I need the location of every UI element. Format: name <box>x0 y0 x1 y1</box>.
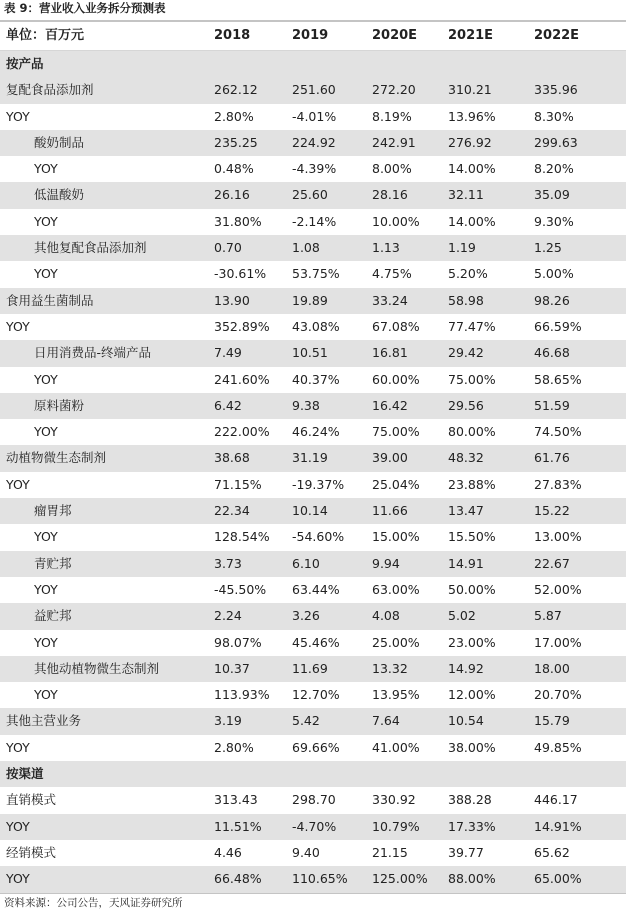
table-row <box>0 787 626 813</box>
table-row <box>0 209 626 235</box>
table-cell: 41.00% <box>372 739 420 755</box>
table-row <box>0 577 626 603</box>
source-note: 资料来源：公司公告，天风证券研究所 <box>4 897 183 909</box>
table-cell: 14.91% <box>534 818 582 834</box>
table-cell: 15.79 <box>534 713 570 729</box>
year-header: 2021E <box>448 28 494 43</box>
year-header: 2018 <box>214 28 251 43</box>
table-row <box>0 735 626 761</box>
table-row <box>0 445 626 471</box>
section-header-row <box>0 51 626 77</box>
year-header: 2022E <box>534 28 580 43</box>
table-cell: 2.80% <box>214 739 254 755</box>
table-cell: 66.48% <box>214 871 262 887</box>
row-label: 直销模式 <box>6 792 57 808</box>
row-label: 低温酸奶 <box>34 187 85 203</box>
row-label: YOY <box>34 161 58 177</box>
table-cell: 272.20 <box>372 82 416 98</box>
table-cell: 298.70 <box>292 792 336 808</box>
table-cell: 17.33% <box>448 818 496 834</box>
table-cell: 10.79% <box>372 818 420 834</box>
table-cell: -2.14% <box>292 213 337 229</box>
row-label: YOY <box>6 318 30 334</box>
table-row <box>0 393 626 419</box>
table-cell: 38.68 <box>214 450 250 466</box>
table-cell: 60.00% <box>372 371 420 387</box>
row-label: YOY <box>34 266 58 282</box>
table-cell: 10.54 <box>448 713 484 729</box>
section-header-row <box>0 761 626 787</box>
table-cell: 46.24% <box>292 424 340 440</box>
table-cell: 313.43 <box>214 792 258 808</box>
table-cell: 53.75% <box>292 266 340 282</box>
table-cell: 7.64 <box>372 713 400 729</box>
row-label: YOY <box>6 818 30 834</box>
table-row <box>0 708 626 734</box>
row-label: 青贮邦 <box>34 555 72 571</box>
table-cell: 13.32 <box>372 660 408 676</box>
table-cell: 4.75% <box>372 266 412 282</box>
row-label: YOY <box>6 871 30 887</box>
table-row <box>0 104 626 130</box>
table-cell: 33.24 <box>372 292 408 308</box>
table-row <box>0 682 626 708</box>
table-cell: 35.09 <box>534 187 570 203</box>
table-cell: 28.16 <box>372 187 408 203</box>
row-label: 复配食品添加剂 <box>6 82 94 98</box>
table-cell: 251.60 <box>292 82 336 98</box>
table-cell: 80.00% <box>448 424 496 440</box>
table-cell: 66.59% <box>534 318 582 334</box>
table-cell: 61.76 <box>534 450 570 466</box>
table-cell: 29.42 <box>448 345 484 361</box>
table-cell: 71.15% <box>214 476 262 492</box>
row-label: 其他动植物微生态制剂 <box>34 660 160 676</box>
table-title: 表 9：营业收入业务拆分预测表 <box>4 1 166 15</box>
table-cell: 10.37 <box>214 660 250 676</box>
table-cell: 5.42 <box>292 713 320 729</box>
table-cell: 330.92 <box>372 792 416 808</box>
table-cell: 276.92 <box>448 134 492 150</box>
table-cell: 23.00% <box>448 634 496 650</box>
table-cell: 3.26 <box>292 608 320 624</box>
table-cell: 27.83% <box>534 476 582 492</box>
table-cell: 69.66% <box>292 739 340 755</box>
table-cell: 22.34 <box>214 503 250 519</box>
table-cell: 13.96% <box>448 108 496 124</box>
table-cell: 110.65% <box>292 871 348 887</box>
row-label: 酸奶制品 <box>34 134 85 150</box>
table-cell: 13.95% <box>372 687 420 703</box>
table-cell: 58.98 <box>448 292 484 308</box>
table-cell: 3.73 <box>214 555 242 571</box>
table-cell: 22.67 <box>534 555 570 571</box>
table-cell: 235.25 <box>214 134 258 150</box>
table-cell: 31.80% <box>214 213 262 229</box>
table-cell: 12.00% <box>448 687 496 703</box>
table-cell: 310.21 <box>448 82 492 98</box>
table-cell: 98.26 <box>534 292 570 308</box>
forecast-table <box>0 20 626 894</box>
table-cell: 15.00% <box>372 529 420 545</box>
table-cell: 32.11 <box>448 187 484 203</box>
table-cell: 17.00% <box>534 634 582 650</box>
table-cell: 77.47% <box>448 318 496 334</box>
table-cell: 51.59 <box>534 397 570 413</box>
table-cell: 14.92 <box>448 660 484 676</box>
table-row <box>0 182 626 208</box>
table-cell: 39.77 <box>448 844 484 860</box>
table-cell: 15.22 <box>534 503 570 519</box>
table-cell: 13.90 <box>214 292 250 308</box>
table-cell: 75.00% <box>448 371 496 387</box>
table-cell: 352.89% <box>214 318 270 334</box>
table-cell: -45.50% <box>214 581 267 597</box>
table-cell: 6.42 <box>214 397 242 413</box>
table-cell: 113.93% <box>214 687 270 703</box>
table-row <box>0 866 626 893</box>
table-cell: 20.70% <box>534 687 582 703</box>
row-label: YOY <box>34 687 58 703</box>
table-cell: 65.62 <box>534 844 570 860</box>
table-row <box>0 156 626 182</box>
table-cell: 8.00% <box>372 161 412 177</box>
table-cell: 1.19 <box>448 240 476 256</box>
table-cell: 5.02 <box>448 608 476 624</box>
table-cell: -54.60% <box>292 529 345 545</box>
table-cell: 6.10 <box>292 555 320 571</box>
table-cell: 52.00% <box>534 581 582 597</box>
table-cell: -30.61% <box>214 266 267 282</box>
table-cell: 16.42 <box>372 397 408 413</box>
row-label: 其他主营业务 <box>6 713 82 729</box>
table-cell: 2.80% <box>214 108 254 124</box>
table-cell: 10.51 <box>292 345 328 361</box>
table-row <box>0 840 626 866</box>
table-cell: 38.00% <box>448 739 496 755</box>
row-label: 经销模式 <box>6 844 57 860</box>
table-cell: 128.54% <box>214 529 270 545</box>
table-cell: 1.25 <box>534 240 562 256</box>
row-label: 日用消费品-终端产品 <box>34 345 152 361</box>
table-row <box>0 814 626 840</box>
row-label: YOY <box>6 739 30 755</box>
table-cell: 29.56 <box>448 397 484 413</box>
table-cell: 16.81 <box>372 345 408 361</box>
table-cell: 48.32 <box>448 450 484 466</box>
table-cell: 5.87 <box>534 608 562 624</box>
table-cell: 5.00% <box>534 266 574 282</box>
table-cell: 1.13 <box>372 240 400 256</box>
table-cell: 11.51% <box>214 818 262 834</box>
table-row <box>0 603 626 629</box>
table-cell: 74.50% <box>534 424 582 440</box>
table-cell: 8.20% <box>534 161 574 177</box>
table-cell: 65.00% <box>534 871 582 887</box>
table-cell: 58.65% <box>534 371 582 387</box>
row-label: 原料菌粉 <box>34 397 85 413</box>
table-header-row <box>0 20 626 51</box>
table-cell: 1.08 <box>292 240 320 256</box>
table-cell: 2.24 <box>214 608 242 624</box>
table-cell: 10.14 <box>292 503 328 519</box>
table-cell: 0.48% <box>214 161 254 177</box>
table-cell: 15.50% <box>448 529 496 545</box>
table-row <box>0 419 626 445</box>
table-row <box>0 472 626 498</box>
table-cell: 5.20% <box>448 266 488 282</box>
table-cell: 8.19% <box>372 108 412 124</box>
table-row <box>0 551 626 577</box>
table-cell: -4.39% <box>292 161 337 177</box>
table-cell: 88.00% <box>448 871 496 887</box>
table-cell: 26.16 <box>214 187 250 203</box>
table-cell: 43.08% <box>292 318 340 334</box>
row-label: 益贮邦 <box>34 608 72 624</box>
table-body <box>0 51 626 894</box>
row-label: YOY <box>6 476 30 492</box>
table-cell: 241.60% <box>214 371 270 387</box>
table-cell: 98.07% <box>214 634 262 650</box>
table-cell: 3.19 <box>214 713 242 729</box>
table-cell: 23.88% <box>448 476 496 492</box>
table-cell: 388.28 <box>448 792 492 808</box>
table-cell: 50.00% <box>448 581 496 597</box>
table-cell: 12.70% <box>292 687 340 703</box>
row-label: YOY <box>34 213 58 229</box>
table-row <box>0 261 626 287</box>
row-label: YOY <box>34 634 58 650</box>
table-cell: 4.46 <box>214 844 242 860</box>
table-row <box>0 630 626 656</box>
table-cell: 18.00 <box>534 660 570 676</box>
table-cell: 19.89 <box>292 292 328 308</box>
table-row <box>0 656 626 682</box>
table-cell: 63.00% <box>372 581 420 597</box>
table-cell: 49.85% <box>534 739 582 755</box>
table-cell: 8.30% <box>534 108 574 124</box>
year-header: 2020E <box>372 28 418 43</box>
table-row <box>0 130 626 156</box>
table-cell: 446.17 <box>534 792 578 808</box>
table-cell: 25.04% <box>372 476 420 492</box>
table-cell: 45.46% <box>292 634 340 650</box>
row-label: YOY <box>34 529 58 545</box>
table-cell: 13.47 <box>448 503 484 519</box>
row-label: YOY <box>6 108 30 124</box>
table-cell: 14.91 <box>448 555 484 571</box>
row-label: 瘤胃邦 <box>34 503 72 519</box>
table-row <box>0 288 626 314</box>
table-row <box>0 498 626 524</box>
table-cell: -4.70% <box>292 818 337 834</box>
table-cell: 63.44% <box>292 581 340 597</box>
row-label: YOY <box>34 581 58 597</box>
table-cell: 11.66 <box>372 503 408 519</box>
table-cell: 14.00% <box>448 161 496 177</box>
table-row <box>0 77 626 103</box>
table-cell: 0.70 <box>214 240 242 256</box>
table-cell: -19.37% <box>292 476 345 492</box>
row-label: 动植物微生态制剂 <box>6 450 107 466</box>
year-header: 2019 <box>292 28 329 43</box>
table-row <box>0 367 626 393</box>
table-cell: 299.63 <box>534 134 578 150</box>
table-cell: 14.00% <box>448 213 496 229</box>
section-label: 按产品 <box>6 56 44 71</box>
table-row <box>0 524 626 550</box>
table-cell: 7.49 <box>214 345 242 361</box>
table-cell: 10.00% <box>372 213 420 229</box>
table-cell: 242.91 <box>372 134 416 150</box>
table-cell: -4.01% <box>292 108 337 124</box>
table-cell: 4.08 <box>372 608 400 624</box>
row-label: 其他复配食品添加剂 <box>34 240 147 256</box>
unit-label: 单位：百万元 <box>6 28 85 43</box>
table-cell: 9.94 <box>372 555 400 571</box>
table-cell: 67.08% <box>372 318 420 334</box>
table-cell: 125.00% <box>372 871 428 887</box>
table-cell: 31.19 <box>292 450 328 466</box>
table-cell: 11.69 <box>292 660 328 676</box>
table-row <box>0 314 626 340</box>
table-cell: 39.00 <box>372 450 408 466</box>
table-cell: 46.68 <box>534 345 570 361</box>
table-cell: 25.00% <box>372 634 420 650</box>
table-row <box>0 340 626 366</box>
row-label: 食用益生菌制品 <box>6 292 94 308</box>
table-cell: 13.00% <box>534 529 582 545</box>
table-cell: 262.12 <box>214 82 258 98</box>
table-cell: 9.30% <box>534 213 574 229</box>
table-cell: 224.92 <box>292 134 336 150</box>
table-cell: 335.96 <box>534 82 578 98</box>
section-label: 按渠道 <box>6 766 44 782</box>
row-label: YOY <box>34 371 58 387</box>
table-cell: 9.40 <box>292 844 320 860</box>
table-cell: 21.15 <box>372 844 408 860</box>
table-row <box>0 235 626 261</box>
table-cell: 25.60 <box>292 187 328 203</box>
table-cell: 9.38 <box>292 397 320 413</box>
row-label: YOY <box>34 424 58 440</box>
table-cell: 40.37% <box>292 371 340 387</box>
table-cell: 222.00% <box>214 424 270 440</box>
table-cell: 75.00% <box>372 424 420 440</box>
